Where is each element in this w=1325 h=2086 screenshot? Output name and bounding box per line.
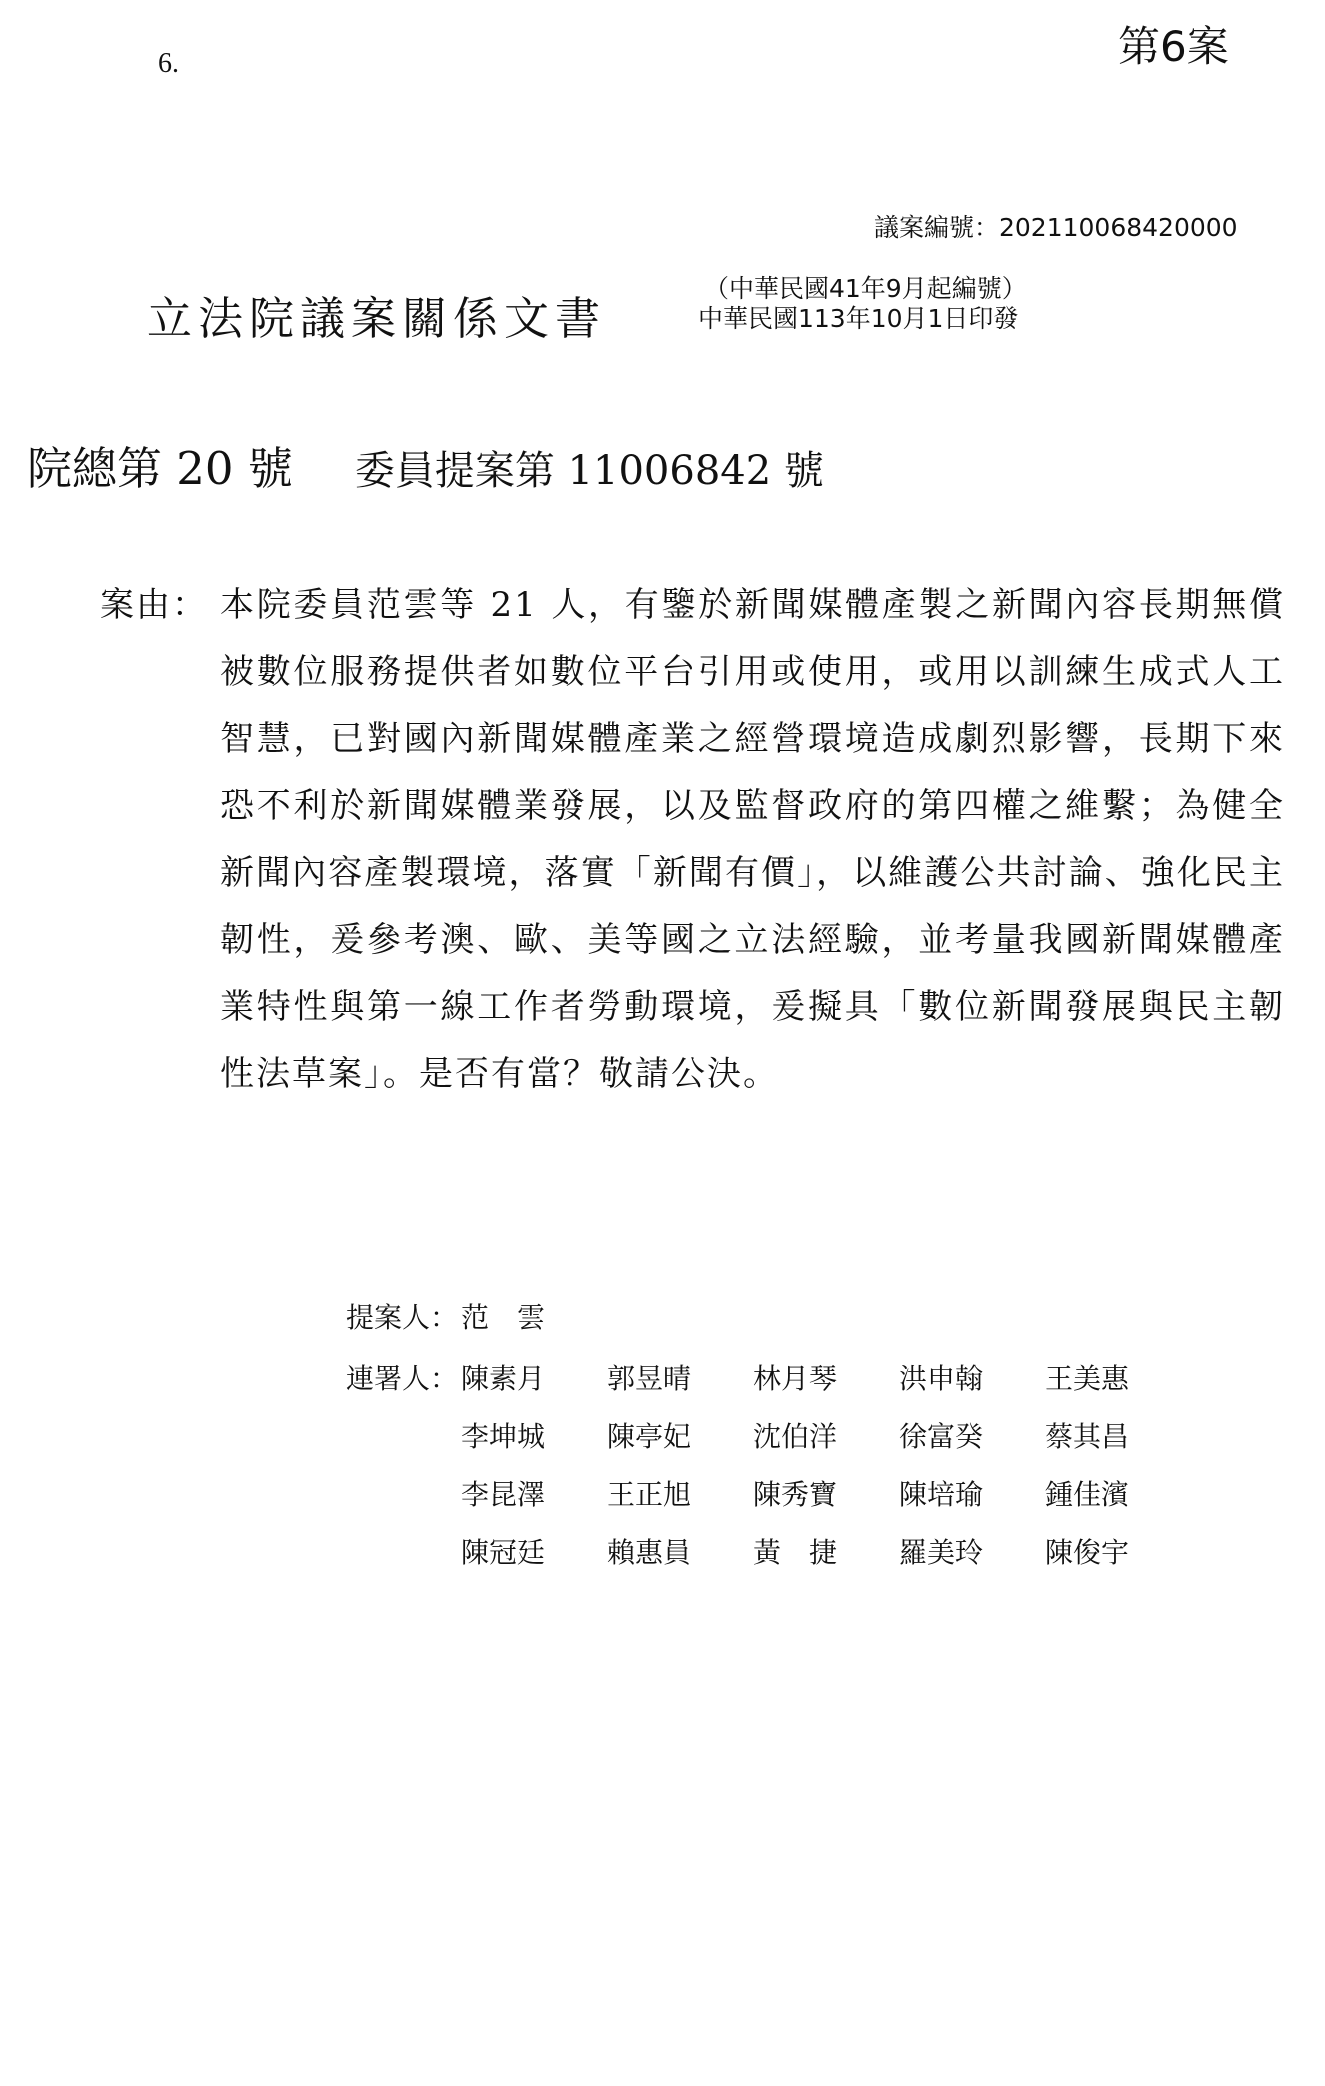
cosigner-name: 陳秀寶 [753, 1478, 838, 1511]
cosigner-name: 羅美玲 [899, 1536, 984, 1569]
proposer-row [346, 1286, 1191, 1346]
cosigner-name: 林月琴 [753, 1362, 838, 1395]
cosigner-name: 洪申翰 [899, 1362, 984, 1395]
cosigner-name: 徐富癸 [899, 1420, 984, 1453]
numbering-note: （中華民國41年9月起編號） [704, 274, 1027, 303]
cosigner-name: 李昆澤 [461, 1478, 546, 1511]
bill-number: 議案編號：202110068420000 [874, 213, 1238, 242]
document-subtitle [698, 274, 1027, 334]
cosigner-row [346, 1522, 1191, 1580]
cosigner-name: 賴惠員 [607, 1536, 692, 1569]
reason-text: 本院委員范雲等 21 人，有鑒於新聞媒體產製之新聞內容長期無償被數位服務提供者如數位平台引用或使用，或用以訓練生成式人工智慧，已對國內新聞媒體產業之經營環境造成劇烈影響，長期下來恐不利於新聞媒體業發展，以及監督政府的第四權之維繫；為健全新聞內容產製環境，落實「新聞有價」，以維護公共討論、強化民主韌性，爰參考澳、歐、美等國之立法經驗，並考量我國新聞媒體產業特性與第一線工作者勞動環境，爰擬具「數位新聞發展與民主韌性法草案」。是否有當？敬請公決。 [220, 585, 1285, 1094]
case-label: 第6案 [1118, 22, 1229, 71]
cosigner-name: 陳亭妃 [607, 1420, 692, 1453]
cosigner-name: 陳俊宇 [1045, 1536, 1130, 1569]
proposer-name: 范 雲 [461, 1301, 546, 1334]
cosigner-name: 沈伯洋 [753, 1420, 838, 1453]
signers-block [346, 1286, 1191, 1580]
document-title: 立法院議案關係文書 [147, 292, 607, 345]
cosigner-name: 王美惠 [1045, 1362, 1130, 1395]
reason-label: 案由： [100, 585, 208, 625]
cosigner-name: 陳素月 [461, 1362, 546, 1395]
proposal-number: 委員提案第 11006842 號 [354, 448, 824, 494]
cosigner-name: 陳冠廷 [461, 1536, 546, 1569]
cosigner-name: 王正旭 [607, 1478, 692, 1511]
page-number: 6. [158, 48, 179, 79]
cosigner-row [346, 1406, 1191, 1464]
cosigner-name: 鍾佳濱 [1045, 1478, 1130, 1511]
cosigner-row [346, 1348, 1191, 1406]
print-date: 中華民國113年10月1日印發 [698, 304, 1019, 333]
general-number: 院總第 20 號 [27, 442, 293, 495]
cosigner-name: 黃 捷 [753, 1536, 838, 1569]
cosigner-name: 李坤城 [461, 1420, 546, 1453]
cosigner-row [346, 1464, 1191, 1522]
cosigner-name: 蔡其昌 [1045, 1420, 1130, 1453]
reference-line [27, 432, 824, 497]
cosigner-label: 連署人： [346, 1362, 459, 1395]
cosigner-name: 陳培瑜 [899, 1478, 984, 1511]
proposer-label: 提案人： [346, 1301, 459, 1334]
case-reason [100, 572, 1285, 1108]
cosigner-name: 郭昱晴 [607, 1362, 692, 1395]
